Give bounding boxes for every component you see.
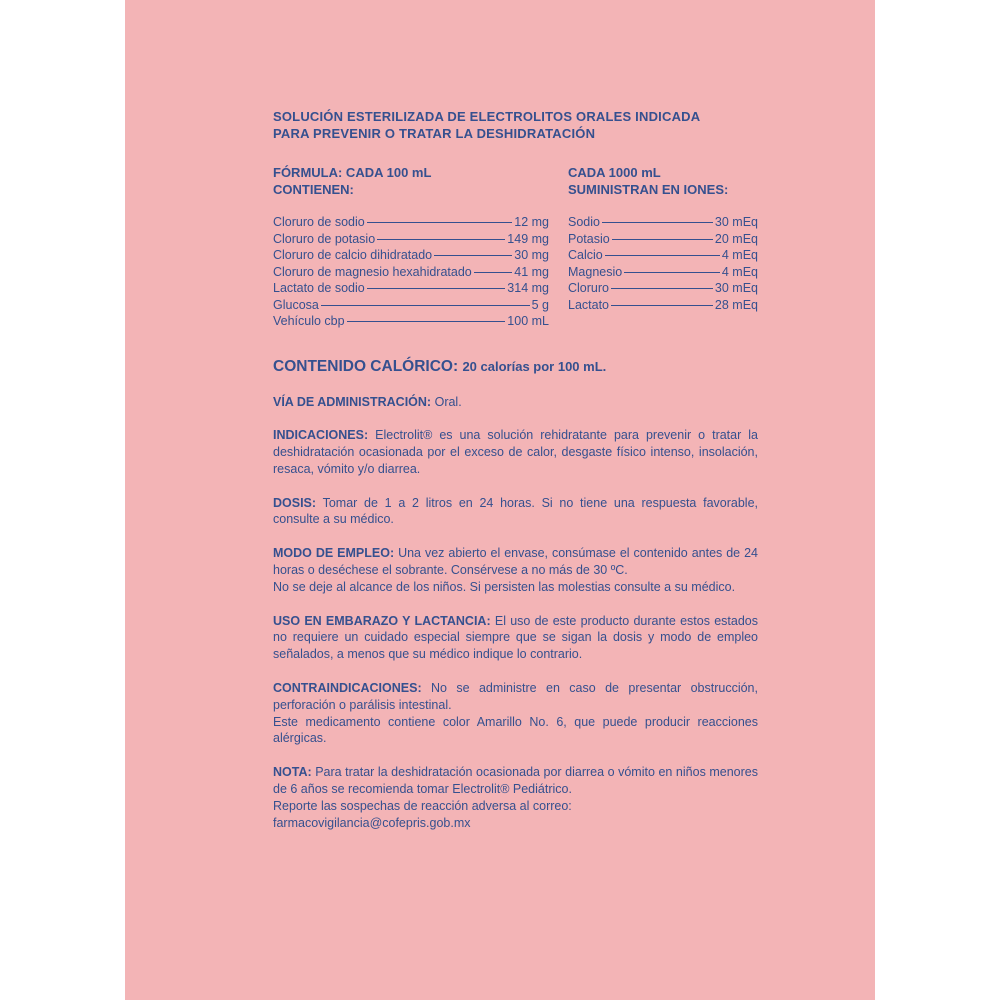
ingredient-row-leader-line [367, 288, 506, 289]
ion-row [568, 247, 758, 264]
ingredient-row-amount: 12 mg [514, 215, 549, 229]
contra-label: CONTRAINDICACIONES: [273, 681, 422, 696]
ions-column [568, 164, 758, 330]
nota-email [273, 815, 758, 832]
ingredient-row-name: Glucosa [273, 297, 319, 312]
ions-list [568, 214, 758, 313]
ingredient-row-name: Vehículo cbp [273, 314, 345, 328]
ingredient-row-amount: 100 mL [507, 314, 549, 328]
ion-row-name: Sodio [568, 215, 600, 229]
ingredient-row [273, 214, 549, 231]
ion-row-amount: 4 mEq [721, 248, 758, 262]
nota-label: NOTA: [273, 765, 312, 780]
ions-heading-1: CADA 1000 mL [568, 165, 661, 180]
caloric-label: CONTENIDO CALÓRICO: [273, 357, 459, 375]
ingredient-row-leader-line [321, 305, 530, 306]
ions-heading-2: SUMINISTRAN EN IONES: [568, 182, 729, 197]
ion-row-leader-line [612, 239, 713, 240]
ingredient-row-name: Lactato de sodio [273, 281, 365, 295]
ingredient-row-leader-line [474, 272, 513, 273]
contraindicaciones-2 [273, 714, 758, 748]
nota [273, 764, 758, 798]
ion-row-name: Cloruro [568, 281, 609, 295]
heading-line-1: SOLUCIÓN ESTERILIZADA DE ELECTROLITOS ORALES INDICADA [273, 109, 701, 124]
ion-row-amount: 30 mEq [714, 281, 758, 295]
nota-text: Para tratar la deshidratación ocasionada por diarrea o vómito en niños menores de 6 años se recomienda tomar Electrolit® Pediátrico. [273, 765, 758, 797]
ingredient-row [273, 231, 549, 248]
ingredient-row-amount: 314 mg [507, 281, 549, 295]
via-administracion [273, 394, 758, 411]
ion-row-name: Calcio [568, 248, 603, 262]
label-heading [273, 108, 763, 142]
contraindicaciones [273, 680, 758, 714]
embarazo-text: El uso de este producto durante estos estados no requiere un cuidado especial siempre que se sigan la dosis y modo de empleo señalados, a menos que su médico indique lo contrario. [273, 613, 758, 662]
formula-section [273, 164, 758, 330]
dosis-text: Tomar de 1 a 2 litros en 24 horas. Si no tiene una respuesta favorable, consulte a su médico. [273, 495, 758, 527]
ion-row-amount: 20 mEq [714, 231, 758, 246]
ion-row-leader-line [602, 222, 713, 223]
indicaciones-label: INDICACIONES: [273, 428, 369, 443]
label-content [273, 108, 758, 831]
ingredient-row-name: Cloruro de potasio [273, 231, 376, 246]
ingredient-row-name: Cloruro de calcio dihidratado [273, 248, 433, 262]
caloric-content [273, 358, 758, 376]
ingredient-row [273, 264, 549, 281]
ingredient-row-name: Cloruro de magnesio hexahidratado [273, 264, 472, 279]
ingredients-heading-2: CONTIENEN: [273, 182, 354, 197]
ingredient-row-name: Cloruro de sodio [273, 215, 365, 229]
heading-line-2: PARA PREVENIR O TRATAR LA DESHIDRATACIÓN [273, 126, 596, 141]
report-email: farmacovigilancia@cofepris.gob.mx [273, 815, 471, 830]
ingredient-row-amount: 5 g [531, 297, 549, 312]
via-label: VÍA DE ADMINISTRACIÓN: [273, 394, 432, 409]
ingredient-row-amount: 41 mg [514, 264, 549, 279]
ion-row-leader-line [611, 288, 713, 289]
modo-text: Una vez abierto el envase, consúmase el contenido antes de 24 horas o deséchese el sobrante. Consérvese a no más de 30 ºC. [273, 546, 758, 578]
dosis [273, 495, 758, 529]
nota-text-2: Reporte las sospechas de reacción adversa al correo: [273, 798, 572, 813]
ion-row-name: Magnesio [568, 264, 623, 279]
ingredient-row-leader-line [367, 222, 513, 223]
ion-row [568, 297, 758, 314]
ingredient-row-amount: 149 mg [507, 231, 549, 246]
ion-row [568, 280, 758, 297]
contra-text-2: Este medicamento contiene color Amarillo No. 6, que puede producir reacciones alérgicas. [273, 714, 758, 746]
ingredient-row [273, 280, 549, 297]
embarazo-label: USO EN EMBARAZO Y LACTANCIA: [273, 613, 491, 628]
ingredient-row [273, 247, 549, 264]
indicaciones-text: Electrolit® es una solución rehidratante para prevenir o tratar la deshidratación ocasionada por el exceso de calor, desgaste físico intenso, insolación, resaca, vómito y/o diarrea. [273, 428, 759, 476]
ingredients-list [273, 214, 549, 330]
ion-row [568, 231, 758, 248]
ingredient-row-leader-line [377, 239, 505, 240]
ingredient-row-leader-line [347, 321, 506, 322]
uso-embarazo [273, 613, 758, 663]
nota-reporte [273, 798, 758, 815]
ingredient-row-amount: 30 mg [514, 248, 549, 262]
ingredient-row [273, 313, 549, 330]
ingredients-heading-1: FÓRMULA: CADA 100 mL [273, 165, 432, 180]
ion-row-amount: 28 mEq [714, 297, 758, 312]
ion-row-leader-line [624, 272, 720, 273]
modo-label: MODO DE EMPLEO: [273, 546, 395, 561]
modo-text-2: No se deje al alcance de los niños. Si persisten las molestias consulte a su médico. [273, 579, 736, 594]
ion-row-name: Potasio [568, 231, 610, 246]
contra-text: No se administre en caso de presentar obstrucción, perforación o parálisis intestinal. [273, 681, 758, 712]
ion-row [568, 264, 758, 281]
via-text: Oral. [434, 394, 462, 409]
ingredient-row-leader-line [434, 255, 512, 256]
ion-row-amount: 30 mEq [714, 215, 758, 229]
ion-row-name: Lactato [568, 297, 610, 312]
ingredients-column [273, 164, 549, 330]
dosis-label: DOSIS: [273, 495, 317, 510]
ion-row [568, 214, 758, 231]
modo-de-empleo-2 [273, 579, 758, 596]
ion-row-leader-line [611, 305, 713, 306]
ion-row-amount: 4 mEq [721, 264, 758, 279]
indicaciones [273, 427, 758, 477]
caloric-value: 20 calorías por 100 mL. [462, 358, 607, 374]
ion-row-leader-line [605, 255, 720, 256]
modo-de-empleo [273, 545, 758, 579]
ingredient-row [273, 297, 549, 314]
